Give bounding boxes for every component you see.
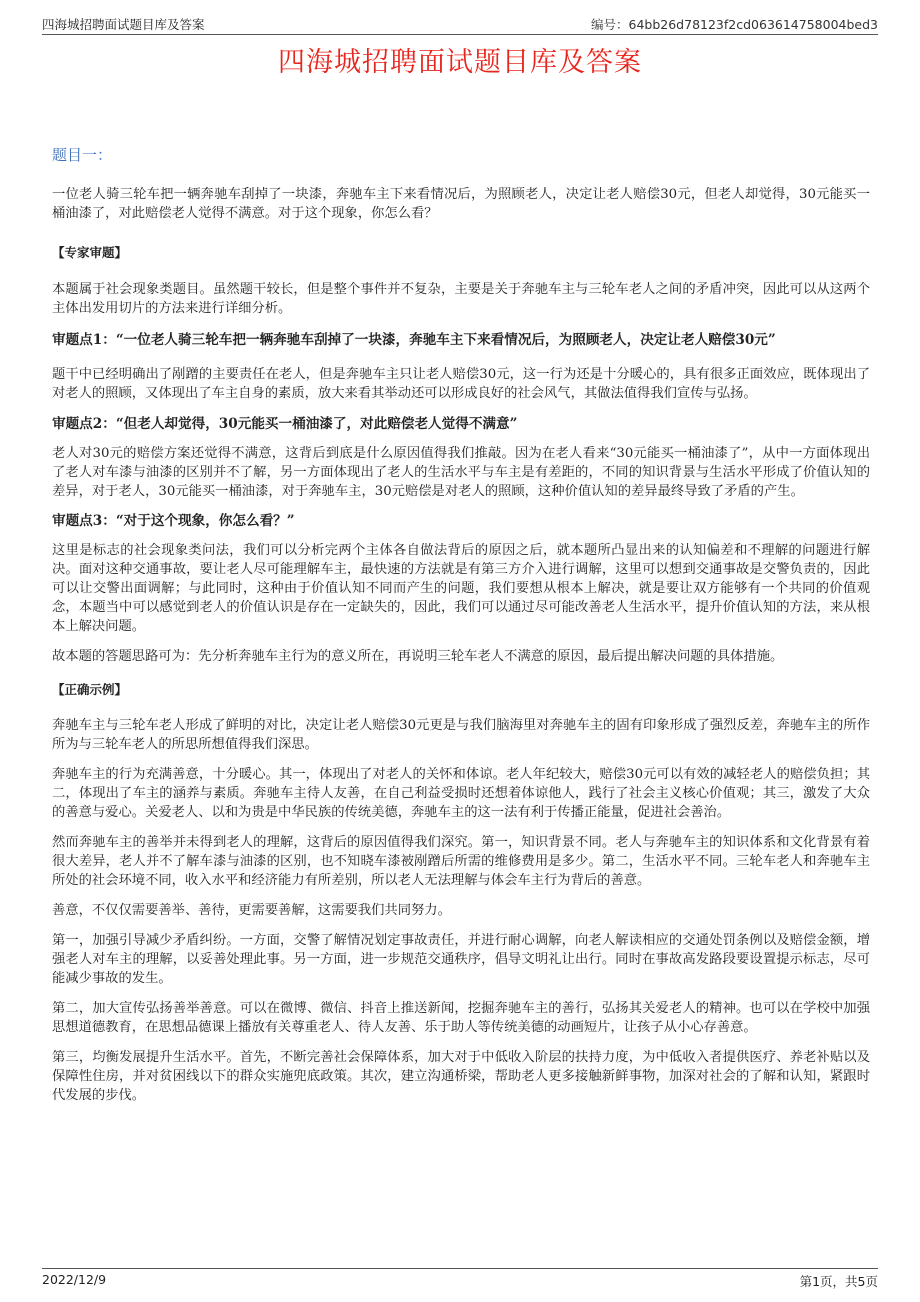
section-correct-example: 【正确示例】: [52, 682, 128, 697]
example-paragraph-7: 第三，均衡发展提升生活水平。首先，不断完善社会保障体系，加大对于中低收入阶层的扶持力度，为中低收入者提供医疗、养老补贴以及保障性住房，并对贫困线以下的群众实施兜底政策。其次，建立沟通桥梁，帮助老人更多接触新鲜事物，加深对社会的了解和认知，紧跟时代发展的步伐。: [52, 1050, 870, 1103]
review-point-3-analysis: 这里是标志的社会现象类问法，我们可以分析完两个主体各自做法背后的原因之后，就本题所凸显出来的认知偏差和不理解的问题进行解决。面对这种交通事故，要让老人尽可能理解车主，最快速的方法就是有第三方介入进行调解，这里可以想到交通事故是交警负责的，因此可以让交警出面调解；与此同时，这种由于价值认知不同而产生的问题，我们要想从根本上解决，就是要让双方能够有一个共同的价值观念，本题当中可以感觉到老人的价值认识是存在一定缺失的，因此，我们可以通过尽可能改善老人生活水平，提升价值认知的方法，来从根本上解决问题。: [52, 543, 870, 634]
section-expert-review: 【专家审题】: [52, 245, 128, 260]
example-paragraph-4: 善意，不仅仅需要善举、善待，更需要善解，这需要我们共同努力。: [52, 903, 451, 918]
answer-approach: 故本题的答题思路可为：先分析奔驰车主行为的意义所在，再说明三轮车老人不满意的原因，最后提出解决问题的具体措施。: [52, 649, 784, 664]
question-label: 题目一：: [52, 146, 113, 164]
example-paragraph-5: 第一，加强引导减少矛盾纠纷。一方面，交警了解情况划定事故责任，并进行耐心调解，向老人解读相应的交通处罚条例以及赔偿金额，增强老人对车主的理解，以妥善处理此事。另一方面，进一步规范交通秩序，倡导文明礼让出行。同时在事故高发路段要设置提示标志，尽可能减少事故的发生。: [52, 933, 870, 986]
example-paragraph-2: 奔驰车主的行为充满善意，十分暖心。其一，体现出了对老人的关怀和体谅。老人年纪较大，赔偿30元可以有效的减轻老人的赔偿负担；其二，体现出了车主的涵养与素质。奔驰车主待人友善，在自己利益受损时还想着体谅他人，践行了社会主义核心价值观；其三，激发了大众的善意与爱心。关爱老人、以和为贵是中华民族的传统美德，奔驰车主的这一法有利于传播正能量，促进社会善治。: [52, 767, 870, 820]
review-point-2: 审题点2：“但老人却觉得，30元能买一桶油漆了，对此赔偿老人觉得不满意”: [52, 416, 518, 432]
review-point-1: 审题点1：“一位老人骑三轮车把一辆奔驰车刮掉了一块漆，奔驰车主下来看情况后，为照顾老人，决定让老人赔偿30元”: [52, 332, 776, 348]
header-doc-name: 四海城招聘面试题目库及答案: [42, 17, 205, 32]
page-title: 四海城招聘面试题目库及答案: [278, 47, 642, 78]
document-body: [52, 144, 870, 1116]
intro-paragraph: 本题属于社会现象类题目。虽然题干较长，但是整个事件并不复杂，主要是关于奔驰车主与三轮车老人之间的矛盾冲突，因此可以从这两个主体出发用切片的方法来进行详细分析。: [52, 282, 870, 316]
review-point-1-analysis: 题干中已经明确出了剐蹭的主要责任在老人，但是奔驰车主只让老人赔偿30元，这一行为还是十分暖心的，具有很多正面效应，既体现出了对老人的照顾，又体现出了车主自身的素质，放大来看其举动还可以形成良好的社会风气，其做法值得我们宣传与弘扬。: [52, 367, 870, 401]
example-paragraph-6: 第二，加大宣传弘扬善举善意。可以在微博、微信、抖音上推送新闻，挖掘奔驰车主的善行，弘扬其关爱老人的精神。也可以在学校中加强思想道德教育，在思想品德课上播放有关尊重老人、待人友善、乐于助人等传统美德的动画短片，让孩子从小心存善意。: [52, 1001, 870, 1035]
example-paragraph-3: 然而奔驰车主的善举并未得到老人的理解，这背后的原因值得我们深究。第一，知识背景不同。老人与奔驰车主的知识体系和文化背景有着很大差异，老人并不了解车漆与油漆的区别，也不知晓车漆被剐蹭后所需的维修费用是多少。第二，生活水平不同。三轮车老人和奔驰车主所处的社会环境不同，收入水平和经济能力有所差别，所以老人无法理解与体会车主行为背后的善意。: [52, 835, 870, 888]
page-footer: [42, 1268, 878, 1289]
example-paragraph-1: 奔驰车主与三轮车老人形成了鲜明的对比，决定让老人赔偿30元更是与我们脑海里对奔驰车主的固有印象形成了强烈反差，奔驰车主的所作所为与三轮车老人的所思所想值得我们深思。: [52, 718, 870, 752]
question-text: 一位老人骑三轮车把一辆奔驰车刮掉了一块漆，奔驰车主下来看情况后，为照顾老人，决定让老人赔偿30元，但老人却觉得，30元能买一桶油漆了，对此赔偿老人觉得不满意。对于这个现象，你怎么看？: [52, 187, 870, 221]
header-doc-code: 编号：64bb26d78123f2cd063614758004bed3: [591, 17, 878, 32]
review-point-3: 审题点3：“对于这个现象，你怎么看？”: [52, 513, 295, 529]
review-point-2-analysis: 老人对30元的赔偿方案还觉得不满意，这背后到底是什么原因值得我们推敲。因为在老人看来“30元能买一桶油漆了”，从中一方面体现出了老人对车漆与油漆的区别并不了解，另一方面体现出了老人的生活水平与车主是有差距的，不同的知识背景与生活水平形成了价值认知的差异，对于老人，30元能买一桶油漆，对于奔驰车主，30元赔偿是对老人的照顾，这种价值认知的差异最终导致了矛盾的产生。: [52, 446, 870, 499]
footer-page-number: 第1页，共5页: [799, 1274, 878, 1289]
footer-date: 2022/12/9: [42, 1272, 107, 1287]
page-header: [42, 14, 878, 35]
